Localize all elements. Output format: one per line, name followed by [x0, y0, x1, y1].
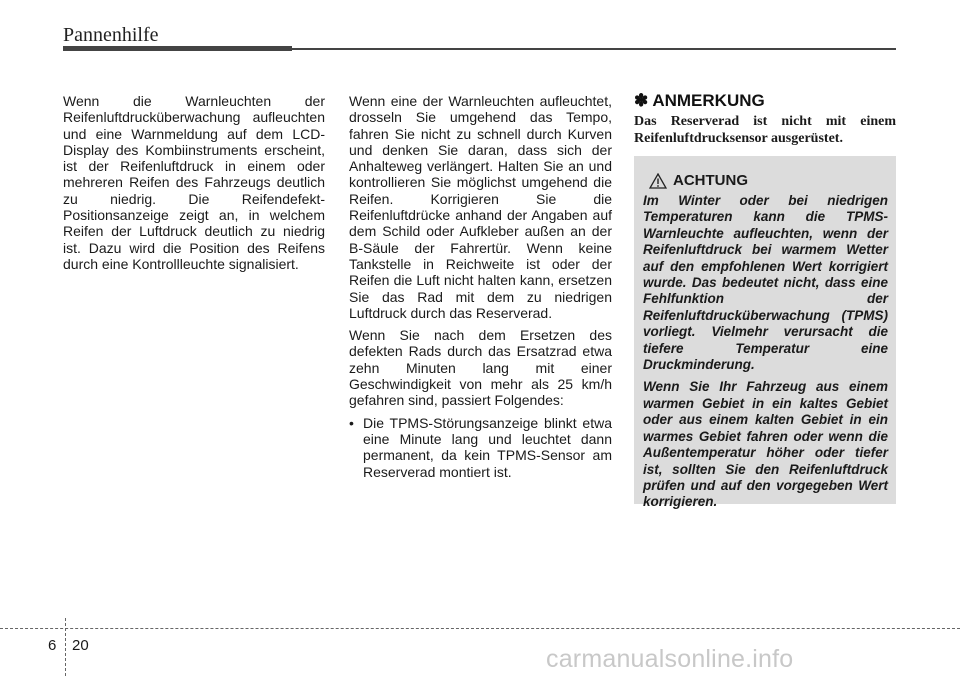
header-rule-thin	[292, 48, 896, 50]
warning-paragraph: Wenn Sie Ihr Fahrzeug aus einem warmen Gebiet in ein kaltes Gebiet oder aus einem kalten Gebiet in ein warmes Gebiet fahren oder wenn die Außentemperatur höher oder tiefer ist, sollten Sie den Reifenluftdruck prüfen und auf den vorgegeben Wert korrigieren.	[643, 379, 888, 510]
note-text: Das Reserverad ist nicht mit einem Reifenluftdrucksensor ausgerüstet.	[634, 114, 896, 146]
chapter-number: 6	[48, 637, 57, 654]
warning-triangle-icon	[649, 173, 667, 189]
footer-rule	[0, 628, 960, 629]
bullet-text: Die TPMS-Störungsanzeige blinkt etwa eine Minute lang und leuchtet dann permanent, da kein TPMS-Sensor am Reserverad montiert ist.	[363, 414, 612, 480]
note-heading: ✽ ANMERKUNG	[634, 91, 765, 110]
header-rule-thick	[63, 46, 292, 51]
watermark: carmanualsonline.info	[546, 645, 794, 673]
paragraph: Wenn die Warnleuchten der Reifenluftdrucküberwachung aufleuchten und eine Warnmeldung auf dem LCD-Display des Kombiinstruments erscheint, ist der Reifenluftdruck in einem oder mehreren Reifen des Fahrzeugs deutlich zu niedrig. Die Reifendefekt-Positionsanzeige zeigt an, in welchem Reifen der Luftdruck deutlich zu niedrig ist. Dazu wird die Position des Reifens durch eine Kontrollleuchte signalisiert.	[63, 93, 325, 272]
bullet-item	[349, 415, 612, 480]
warning-paragraph: Im Winter oder bei niedrigen Temperaturen kann die TPMS-Warnleuchte aufleuchten, wenn der Reifenluftdruck bei warmem Wetter auf den empfohlenen Wert korrigiert wurde. Das bedeutet nicht, dass eine Fehlfunktion der Reifenluftdrucküberwachung (TPMS) vorliegt. Vielmehr verursacht die tiefere Temperatur eine Druckminderung.	[643, 193, 888, 373]
page-number: 20	[72, 637, 89, 654]
bullet-symbol: •	[349, 414, 354, 431]
paragraph: Wenn Sie nach dem Ersetzen des defekten Rads durch das Ersatzrad etwa zehn Minuten lang mit einer Geschwindigkeit von mehr als 25 km/h gefahren sind, passiert Folgendes:	[349, 327, 612, 409]
warning-title: ACHTUNG	[673, 172, 748, 189]
warning-box	[634, 156, 896, 510]
footer-divider	[65, 618, 66, 676]
text-column-middle	[349, 93, 612, 480]
warning-header	[649, 172, 888, 189]
text-column-left	[63, 93, 325, 278]
paragraph: Wenn eine der Warnleuchten aufleuchtet, drosseln Sie umgehend das Tempo, fahren Sie nicht zu schnell durch Kurven und denken Sie daran, dass sich der Anhalteweg verlängert. Halten Sie an und kontrollieren Sie möglichst umgehend die Reifen. Korrigieren Sie die Reifenluftdrücke anhand der Angaben auf dem Schild oder Aufkleber außen an der B-Säule der Fahrertür. Wenn keine Tankstelle in Reichweite ist oder der Reifen die Luft nicht halten kann, ersetzen Sie das Rad mit dem zu niedrigen Luftdruck durch das Reserverad.	[349, 93, 612, 321]
section-title: Pannenhilfe	[63, 24, 159, 46]
